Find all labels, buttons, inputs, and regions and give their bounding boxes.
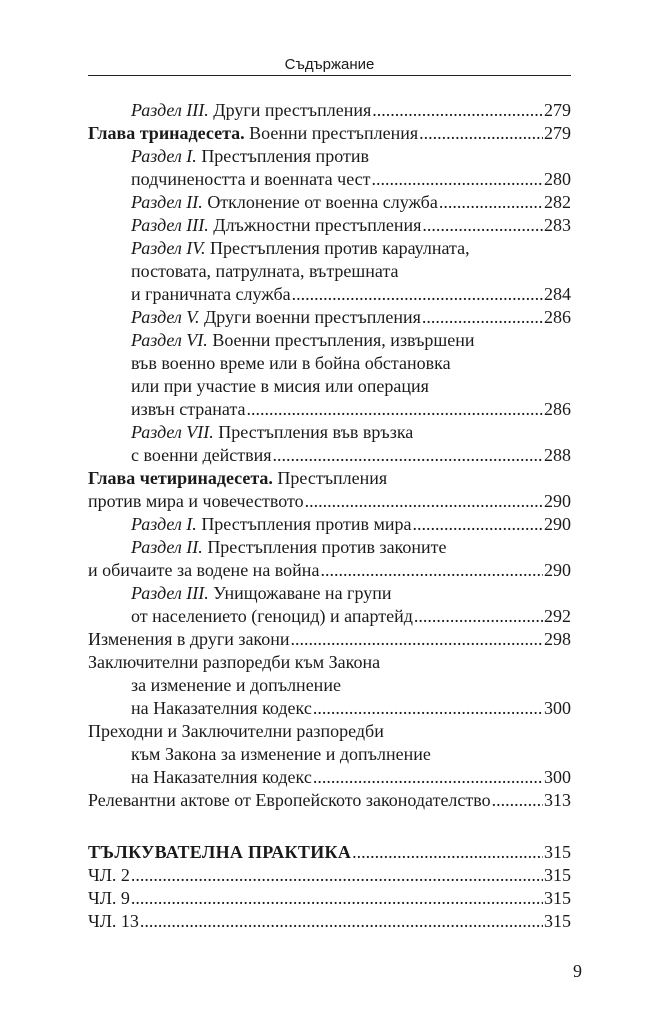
- toc-section-label: Раздел III.: [131, 100, 209, 120]
- toc-entry-title: [131, 513, 411, 536]
- toc-entry[interactable]: [88, 910, 571, 933]
- toc-entry-title: [131, 214, 421, 237]
- toc-entry[interactable]: [88, 99, 571, 122]
- toc-page-number: 290: [544, 491, 571, 511]
- toc-entry-text: Престъпления във връзка: [213, 422, 414, 442]
- toc-dot-leader: [422, 214, 543, 237]
- toc-entry-text: на Наказателния кодекс: [131, 767, 312, 787]
- toc-entry[interactable]: [88, 628, 571, 651]
- toc-section-label: Раздел II.: [131, 192, 203, 212]
- toc-entry[interactable]: [88, 283, 571, 306]
- toc-entry-text: Военни престъпления, извършени: [207, 330, 475, 350]
- toc-entry-title: [131, 99, 371, 122]
- toc-entry[interactable]: [88, 260, 571, 283]
- toc-entry-title: [131, 675, 341, 695]
- toc-entry-text: против мира и човечеството: [88, 491, 304, 511]
- toc-page-number: 286: [544, 399, 571, 419]
- toc-entry-text: ЧЛ. 9: [88, 888, 130, 908]
- toc-page-number: 280: [544, 169, 571, 189]
- toc-entry-text: към Закона за изменение и допълнение: [131, 744, 431, 764]
- toc-dot-leader: [131, 864, 543, 887]
- toc-entry[interactable]: [88, 145, 571, 168]
- toc-dot-leader: [291, 628, 543, 651]
- toc-entry-title: [131, 353, 451, 373]
- toc-entry[interactable]: [88, 214, 571, 237]
- toc-dot-leader: [439, 191, 543, 214]
- toc-entry-text: и граничната служба: [131, 284, 291, 304]
- toc-entry[interactable]: [88, 513, 571, 536]
- toc-entry-title: [131, 583, 391, 603]
- toc-entry-title: [88, 887, 130, 910]
- toc-page-number: 284: [544, 284, 571, 304]
- toc-entry-title: [88, 910, 139, 933]
- toc-page-number: 283: [544, 215, 571, 235]
- toc-entry-text: Други военни престъпления: [199, 307, 421, 327]
- toc-dot-leader: [247, 398, 543, 421]
- toc-entry[interactable]: [88, 191, 571, 214]
- toc-dot-leader: [492, 789, 543, 812]
- toc-section-label: Раздел III.: [131, 583, 209, 603]
- toc-dot-leader: [273, 444, 543, 467]
- toc-entry[interactable]: [88, 720, 571, 743]
- toc-entry-text: Престъпления: [272, 468, 388, 488]
- toc-dot-leader: [292, 283, 543, 306]
- toc-entry-title: [131, 398, 246, 421]
- toc-entry-text: за изменение и допълнение: [131, 675, 341, 695]
- toc-entry[interactable]: [88, 375, 571, 398]
- toc-entry-title: [131, 744, 431, 764]
- toc-entry-title: [88, 122, 418, 145]
- toc-entry[interactable]: [88, 444, 571, 467]
- running-header: Съдържание: [284, 56, 375, 73]
- toc-entry-text: Престъпления против караулната,: [205, 238, 470, 258]
- toc-entry-title: [131, 697, 312, 720]
- toc-entry-text: ЧЛ. 2: [88, 865, 130, 885]
- toc-entry-title: [88, 864, 130, 887]
- toc-entry-title: [88, 559, 319, 582]
- toc-entry[interactable]: [88, 743, 571, 766]
- toc-entry-text: Изменения в други закони: [88, 629, 290, 649]
- toc-entry[interactable]: [88, 398, 571, 421]
- toc-dot-leader: [352, 841, 543, 864]
- toc-page-number: 300: [544, 767, 571, 787]
- toc-entry-text: постовата, патрулната, вътрешната: [131, 261, 399, 281]
- toc-entry[interactable]: [88, 887, 571, 910]
- toc-entry[interactable]: [88, 352, 571, 375]
- toc-entry-title: [131, 444, 272, 467]
- toc-page-number: 282: [544, 192, 571, 212]
- toc-entry-title: [131, 283, 291, 306]
- toc-entry-title: [131, 238, 470, 258]
- toc-gap: [88, 812, 571, 841]
- toc-entry-title: [131, 766, 312, 789]
- toc-page-number: 315: [544, 911, 571, 931]
- toc-dot-leader: [414, 605, 543, 628]
- toc-entry-title: [131, 168, 371, 191]
- toc-page-number: 290: [544, 514, 571, 534]
- toc-entry[interactable]: [88, 697, 571, 720]
- toc-entry-text: Престъпления против законите: [202, 537, 447, 557]
- toc-entry[interactable]: [88, 559, 571, 582]
- toc-section-label: Раздел IV.: [131, 238, 206, 258]
- toc-entry-text: Унищожаване на групи: [208, 583, 392, 603]
- toc-entry-title: [88, 628, 290, 651]
- toc-dot-leader: [422, 306, 543, 329]
- toc-entry-title: [131, 191, 438, 214]
- toc-entry[interactable]: [88, 421, 571, 444]
- toc-entry-text: от населението (геноцид) и апартейд: [131, 606, 413, 626]
- toc-dot-leader: [419, 122, 543, 145]
- toc-page-number: 315: [544, 888, 571, 908]
- toc-entry[interactable]: [88, 605, 571, 628]
- toc-entry-text: подчинеността и военната чест: [131, 169, 371, 189]
- toc-section-label: Раздел I.: [131, 146, 197, 166]
- toc-entry-title: [88, 652, 380, 672]
- toc-entry-text: извън страната: [131, 399, 246, 419]
- toc-page-number: 298: [544, 629, 571, 649]
- toc-dot-leader: [372, 168, 543, 191]
- toc-entry-text: във военно време или в бойна обстановка: [131, 353, 451, 373]
- toc-section-label: Раздел VI.: [131, 330, 208, 350]
- toc-entry-text: Отклонение от военна служба: [202, 192, 438, 212]
- toc-entry[interactable]: [88, 582, 571, 605]
- toc-page-number: 290: [544, 560, 571, 580]
- toc-dot-leader: [412, 513, 543, 536]
- toc-page-number: 286: [544, 307, 571, 327]
- toc-section-label: Раздел VII.: [131, 422, 214, 442]
- toc-dot-leader: [313, 766, 543, 789]
- toc-page-number: 300: [544, 698, 571, 718]
- toc-entry-text: Преходни и Заключителни разпоредби: [88, 721, 384, 741]
- toc-entry-title: [88, 490, 304, 513]
- toc-page-number: 292: [544, 606, 571, 626]
- toc-entry[interactable]: [88, 789, 571, 812]
- toc-page-number: 315: [544, 842, 571, 862]
- toc-entry[interactable]: [88, 536, 571, 559]
- toc-entry-text: Престъпления против: [196, 146, 369, 166]
- toc-page-number: 313: [544, 790, 571, 810]
- toc-page-number: 279: [544, 100, 571, 120]
- toc-entry-title: [131, 537, 447, 557]
- toc-entry-text: Релевантни актове от Европейското законодателство: [88, 790, 491, 810]
- toc-entry[interactable]: [88, 651, 571, 674]
- toc-entry-title: [88, 468, 387, 488]
- toc-chapter-label: Глава четиринадесета.: [88, 468, 273, 488]
- header-rule: [88, 75, 571, 76]
- toc-page-number: 279: [544, 123, 571, 143]
- toc-entry-text: или при участие в мисия или операция: [131, 376, 429, 396]
- toc-entry[interactable]: [88, 490, 571, 513]
- toc-entry[interactable]: [88, 122, 571, 145]
- toc-section-label: Раздел II.: [131, 537, 203, 557]
- toc-entry[interactable]: [88, 306, 571, 329]
- toc-entry-title: [131, 330, 475, 350]
- toc-entry-text: Военни престъпления: [244, 123, 419, 143]
- toc-entry-text: Други престъпления: [208, 100, 372, 120]
- toc-dot-leader: [372, 99, 543, 122]
- toc-part-heading: ТЪЛКУВАТЕЛНА ПРАКТИКА: [88, 842, 352, 862]
- toc-dot-leader: [131, 887, 543, 910]
- toc-entry[interactable]: [88, 674, 571, 697]
- table-of-contents: [88, 99, 571, 933]
- toc-dot-leader: [320, 559, 543, 582]
- toc-entry[interactable]: [88, 467, 571, 490]
- toc-page-number: 288: [544, 445, 571, 465]
- toc-dot-leader: [305, 490, 543, 513]
- toc-entry-text: с военни действия: [131, 445, 272, 465]
- toc-entry-title: [131, 376, 429, 396]
- page-number: 9: [573, 961, 582, 981]
- toc-entry-text: Длъжностни престъпления: [208, 215, 422, 235]
- toc-entry-text: ЧЛ. 13: [88, 911, 139, 931]
- toc-section-label: Раздел V.: [131, 307, 200, 327]
- toc-entry[interactable]: [88, 864, 571, 887]
- toc-entry[interactable]: [88, 841, 571, 864]
- toc-page-number: 315: [544, 865, 571, 885]
- toc-entry[interactable]: [88, 329, 571, 352]
- toc-entry-text: Заключителни разпоредби към Закона: [88, 652, 381, 672]
- toc-entry-text: и обичаите за водене на война: [88, 560, 320, 580]
- toc-entry-text: Престъпления против мира: [196, 514, 412, 534]
- toc-entry[interactable]: [88, 237, 571, 260]
- toc-dot-leader: [140, 910, 543, 933]
- toc-entry-title: [88, 721, 384, 741]
- toc-section-label: Раздел I.: [131, 514, 197, 534]
- toc-entry-text: на Наказателния кодекс: [131, 698, 312, 718]
- toc-section-label: Раздел III.: [131, 215, 209, 235]
- toc-entry[interactable]: [88, 168, 571, 191]
- toc-entry-title: [131, 422, 413, 442]
- toc-entry-title: [131, 146, 369, 166]
- toc-entry-title: [131, 306, 421, 329]
- toc-entry-title: [131, 605, 413, 628]
- toc-entry[interactable]: [88, 766, 571, 789]
- toc-entry-title: [88, 789, 491, 812]
- toc-chapter-label: Глава тринадесета.: [88, 123, 245, 143]
- toc-entry-title: [131, 261, 399, 281]
- toc-entry-title: [88, 841, 351, 864]
- toc-dot-leader: [313, 697, 543, 720]
